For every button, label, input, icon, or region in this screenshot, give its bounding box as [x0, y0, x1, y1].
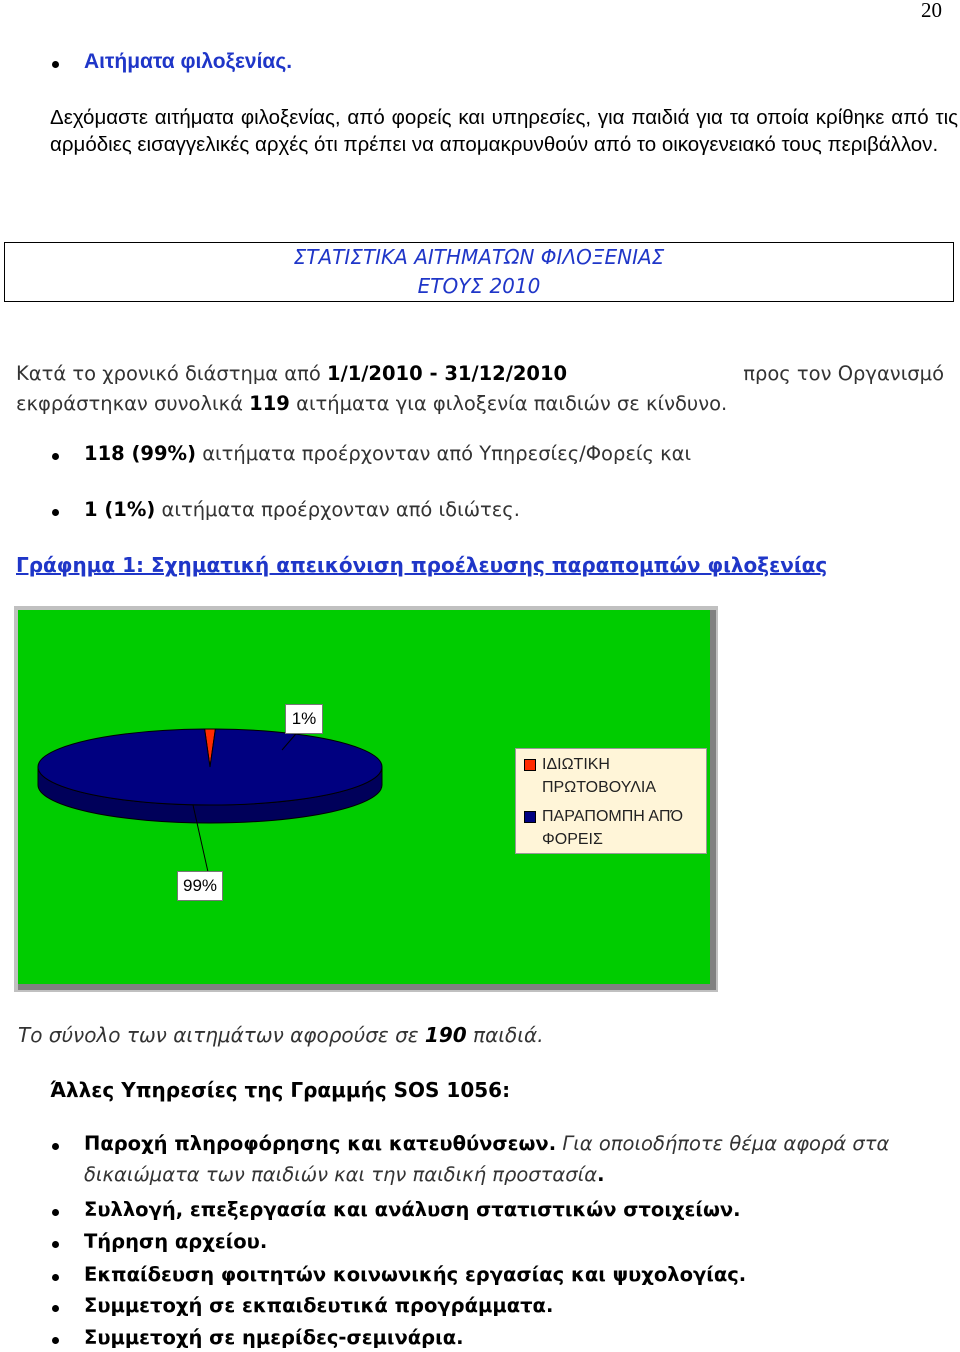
breakdown-text: αιτήματα προέρχονταν από Υπηρεσίες/Φορείς και — [196, 442, 692, 465]
total-children-suffix: παιδιά. — [466, 1023, 544, 1047]
service-note-end: . — [597, 1163, 605, 1186]
total-children-count: 190 — [424, 1023, 467, 1047]
legend-swatch — [524, 759, 536, 771]
total-suffix: αιτήματα για φιλοξενία παιδιών σε κίνδυνο. — [289, 392, 728, 415]
service-note: Για οποιοδήποτε θέμα αφορά στα — [556, 1132, 890, 1155]
bullet-icon — [52, 1209, 59, 1216]
section-title: Αιτήματα φιλοξενίας. — [84, 50, 293, 73]
service-label: Παροχή πληροφόρησης και κατευθύνσεων. — [84, 1132, 557, 1155]
bullet-icon — [52, 61, 59, 68]
stats-title-box — [4, 242, 954, 302]
pie-label-large — [177, 871, 223, 901]
legend-item — [524, 805, 710, 851]
service-item-continued — [84, 1163, 605, 1186]
bullet-icon — [52, 1337, 59, 1344]
period-paragraph — [16, 359, 944, 419]
breakdown-count: 1 (1%) — [84, 498, 156, 521]
breakdown-count: 118 (99%) — [84, 442, 196, 465]
breakdown-item — [84, 498, 520, 521]
intro-paragraph: Δεχόμαστε αιτήματα φιλοξενίας, από φορείς και υπηρεσίες, για παιδιά για τα οποία κρίθηκε από τις αρμόδιες εισαγγελικές αρχές ότι πρέπει να απομακρυνθούν από το οικογενειακό τους περιβάλλον. — [50, 106, 958, 156]
pie-label-text: 1% — [291, 709, 317, 728]
period-dates: 1/1/2010 - 31/12/2010 — [327, 362, 568, 385]
legend-swatch — [524, 811, 536, 823]
service-item: Συμμετοχή σε εκπαιδευτικά προγράμματα. — [84, 1294, 554, 1317]
total-children-prefix: Το σύνολο των αιτημάτων αφορούσε σε — [18, 1023, 425, 1047]
pie-label-small — [285, 704, 323, 734]
stats-title-line2: ΕΤΟΥΣ 2010 — [417, 274, 541, 298]
bullet-icon — [52, 1305, 59, 1312]
stats-title-line1: ΣΤΑΤΙΣΤΙΚΑ ΑΙΤΗΜΑΤΩΝ ΦΙΛΟΞΕΝΙΑΣ — [293, 245, 665, 269]
chart-frame — [14, 606, 718, 992]
service-item: Εκπαίδευση φοιτητών κοινωνικής εργασίας και ψυχολογίας. — [84, 1263, 747, 1286]
total-children-line — [18, 1023, 544, 1047]
bullet-icon — [52, 1143, 59, 1150]
bullet-icon — [52, 453, 59, 460]
total-prefix: εκφράστηκαν συνολικά — [16, 392, 250, 415]
bullet-icon — [52, 1274, 59, 1281]
page-number: 20 — [921, 0, 942, 22]
chart-legend — [515, 748, 707, 854]
breakdown-text: αιτήματα προέρχονταν από ιδιώτες. — [155, 498, 520, 521]
chart-plot-area — [18, 610, 716, 990]
legend-label: ΠΑΡΑΠΟΜΠΗ ΑΠΌ ΦΟΡΕΙΣ — [542, 808, 683, 848]
total-requests: 119 — [249, 392, 290, 415]
pie-label-text: 99% — [182, 876, 218, 895]
service-item: Συλλογή, επεξεργασία και ανάλυση στατιστικών στοιχείων. — [84, 1198, 741, 1221]
legend-label: ΙΔΙΩΤΙΚΗ ΠΡΩΤΟΒΟΥΛΙΑ — [542, 756, 657, 796]
service-item — [84, 1132, 889, 1155]
service-note-continued: δικαιώματα των παιδιών και την παιδική προστασία — [84, 1163, 598, 1186]
service-item: Τήρηση αρχείου. — [84, 1230, 268, 1253]
services-heading: Άλλες Υπηρεσίες της Γραμμής SOS 1056: — [50, 1078, 511, 1102]
period-suffix: προς τον Οργανισμό — [743, 362, 944, 385]
bullet-icon — [52, 509, 59, 516]
chart-heading: Γράφημα 1: Σχηματική απεικόνιση προέλευσης παραπομπών φιλοξενίας — [16, 553, 828, 577]
service-item: Συμμετοχή σε ημερίδες-σεμινάρια. — [84, 1326, 464, 1349]
breakdown-item — [84, 442, 691, 465]
legend-item — [524, 753, 710, 799]
period-prefix: Κατά το χρονικό διάστημα από — [16, 362, 328, 385]
bullet-icon — [52, 1241, 59, 1248]
